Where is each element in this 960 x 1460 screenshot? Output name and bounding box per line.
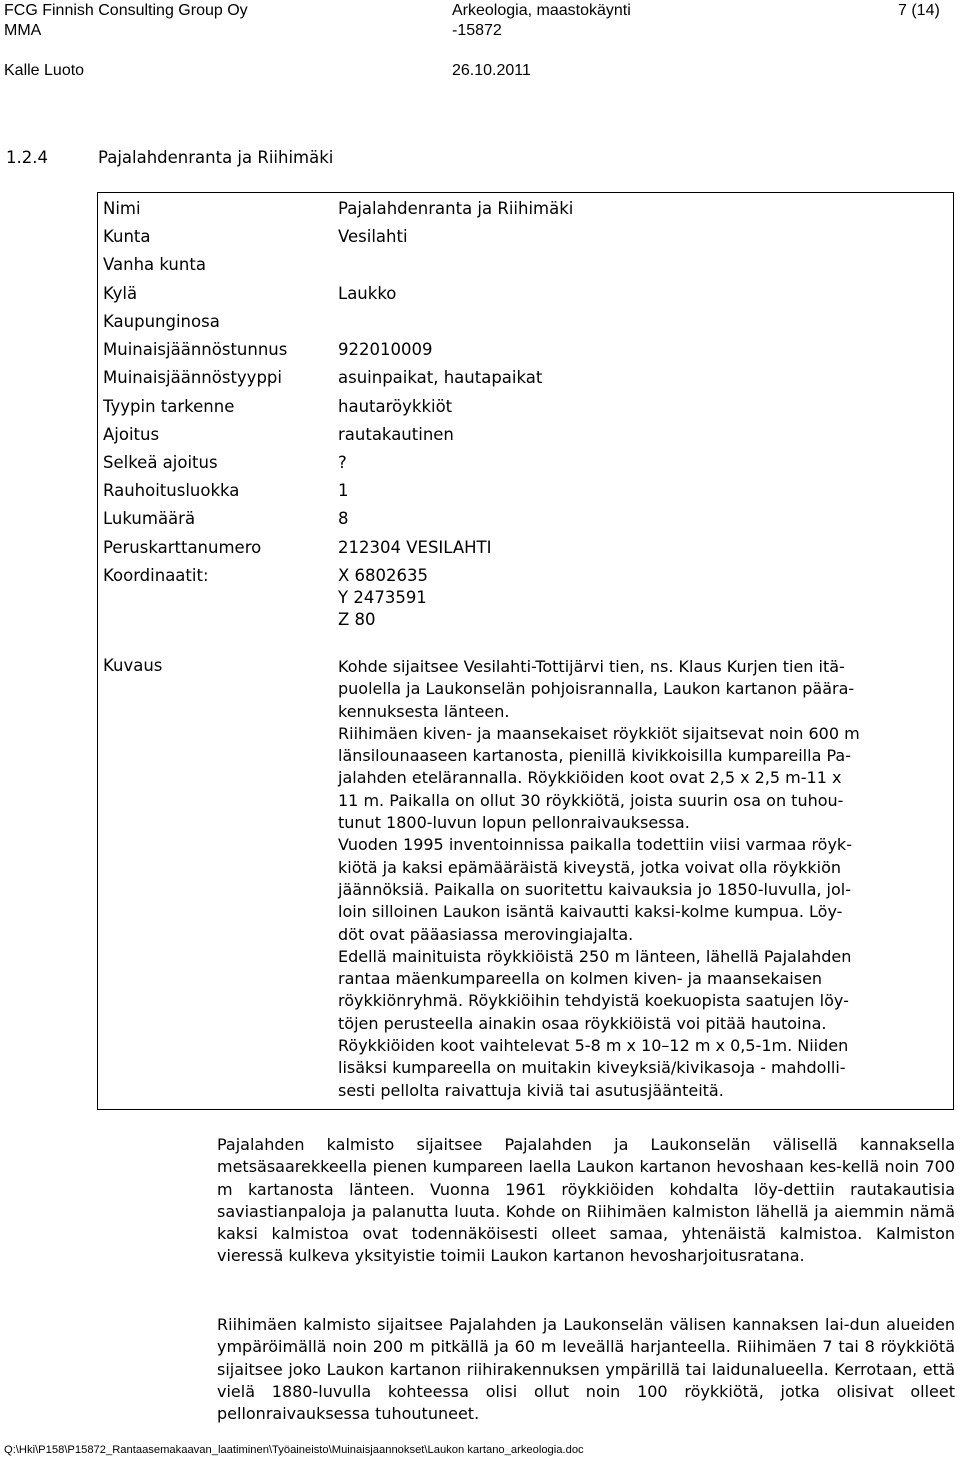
kuvaus-line: rantaa mäenkumpareella on kolmen kiven- ja maansekaisen	[338, 969, 823, 989]
kuvaus-line: 11 m. Paikalla on ollut 30 röykkiötä, joista suurin osa on tuhou-	[338, 790, 844, 810]
kuvaus-line: kiötä ja kaksi epämääräistä kiveystä, jotka voivat olla röykkiön	[338, 857, 842, 877]
header-page-number: 7 (14)	[898, 2, 940, 19]
kuvaus-line: loin silloinen Laukon isäntä kaivautti kaksi-kolme kumpua. Löy-	[338, 902, 843, 922]
value-koordinaatti-y: Y 2473591	[338, 588, 427, 607]
value-koordinaatti-x: X 6802635	[338, 566, 429, 585]
kuvaus-line: Röykkiöiden koot vaihtelevat 5-8 m x 10–12 m x 0,5-1m. Niiden	[338, 1036, 849, 1056]
label-lukumaara: Lukumäärä	[103, 509, 196, 528]
value-rauhoitusluokka: 1	[338, 481, 349, 500]
label-rauhoitusluokka: Rauhoitusluokka	[103, 481, 240, 500]
kuvaus-description	[338, 656, 954, 1102]
kuvaus-line: lisäksi kumpareella on muitakin kiveyksiä/kivikasoja - mahdolli-	[338, 1058, 846, 1078]
kuvaus-line: Kohde sijaitsee Vesilahti-Tottijärvi tien, ns. Klaus Kurjen tien itä-	[338, 657, 845, 676]
paragraph-riihimaen-kalmisto: Riihimäen kalmisto sijaitsee Pajalahden ja Laukonselän välisen kannaksen lai-dun alueiden ympäröimällä noin 200 m pitkällä ja 60 m leveällä harjanteella. Riihimäen 7 tai 8 röykkiötä sijaitsee joko Laukon kartanon riihirakennuksen ympärillä tai laidunalueella. Kerrotaan, että vielä 1880-luvulla kohteessa olisi ollut noin 100 röykkiötä, jotka olisivat olleet pellonraivauksessa tuhoutuneet.	[217, 1315, 955, 1424]
label-kuvaus: Kuvaus	[103, 656, 163, 675]
value-ajoitus: rautakautinen	[338, 425, 454, 444]
kuvaus-line: Vuoden 1995 inventoinnissa paikalla todettiin viisi varmaa röyk-	[338, 835, 852, 855]
section-number: 1.2.4	[6, 148, 48, 167]
label-kunta: Kunta	[103, 227, 151, 246]
label-kyla: Kylä	[103, 284, 138, 303]
section-heading	[6, 148, 333, 167]
label-kaupunginosa: Kaupunginosa	[103, 312, 220, 331]
value-kunta: Vesilahti	[338, 227, 408, 246]
header-title-line2: -15872	[452, 22, 502, 39]
label-tyypin-tarkenne: Tyypin tarkenne	[103, 397, 235, 416]
kuvaus-line: jäännöksiä. Paikalla on suoritettu kaivauksia jo 1850-luvulla, jol-	[338, 879, 852, 899]
kuvaus-line: röykkiönryhmä. Röykkiöihin tehdyistä koekuopista saatujen löy-	[338, 991, 849, 1011]
header-title-line1: Arkeologia, maastokäynti	[452, 2, 631, 19]
header-date: 26.10.2011	[452, 62, 531, 79]
kuvaus-line: döt ovat pääasiassa merovingiajalta.	[338, 924, 634, 944]
label-selkea-ajoitus: Selkeä ajoitus	[103, 453, 218, 472]
label-nimi: Nimi	[103, 199, 141, 218]
value-lukumaara: 8	[338, 509, 349, 528]
header-company: FCG Finnish Consulting Group Oy	[4, 2, 248, 19]
kuvaus-line: töjen perusteella ainakin osaa röykkiöistä voi pitää hautoina.	[338, 1013, 827, 1033]
kuvaus-line: tunut 1800-luvun lopun pellonraivauksessa.	[338, 813, 690, 833]
value-muinaisjaannostunnus: 922010009	[338, 340, 433, 359]
value-tyypin-tarkenne: hautaröykkiöt	[338, 397, 453, 416]
kuvaus-line: sesti pellolta raivattuja kiviä tai asutusjäänteitä.	[338, 1080, 724, 1100]
value-peruskarttanumero: 212304 VESILAHTI	[338, 538, 492, 557]
label-peruskarttanumero: Peruskarttanumero	[103, 538, 262, 557]
kuvaus-line: puolella ja Laukonselän pohjoisrannalla, Laukon kartanon päära-	[338, 679, 855, 699]
header-company-abbr: MMA	[4, 22, 42, 39]
footer-file-path: Q:\Hki\P158\P15872_Rantaasemakaavan_laatiminen\Työaineisto\Muinaisjaannokset\Laukon kartano_arkeologia.doc	[4, 1444, 584, 1456]
section-title: Pajalahdenranta ja Riihimäki	[98, 148, 334, 167]
kuvaus-line: länsilounaaseen kartanosta, pienillä kivikkoisilla kumpareilla Pa-	[338, 746, 851, 766]
header-author: Kalle Luoto	[4, 62, 85, 79]
kuvaus-line: Riihimäen kiven- ja maansekaiset röykkiöt sijaitsevat noin 600 m	[338, 723, 860, 743]
value-koordinaatti-z: Z 80	[338, 610, 376, 629]
kuvaus-line: jalahden etelärannalla. Röykkiöiden koot ovat 2,5 x 2,5 m-11 x	[338, 768, 842, 788]
paragraph-pajalahden-kalmisto: Pajalahden kalmisto sijaitsee Pajalahden ja Laukonselän välisellä kannaksella metsäsaarekkeella pienen kumpareen laella Laukon kartanon hevoshaan kes-kellä noin 700 m kartanosta länteen. Vuonna 1961 röykkiöiden kohdalta löy-dettiin rautakautisia saviastianpaloja ja palanutta luuta. Kohde on Riihimäen kalmiston lähellä ja aiemmin nämä kaksi kalmistoa ovat todennäköisesti olleet samaa, yhtenäistä kalmistoa. Kalmiston vieressä kulkeva yksityistie toimii Laukon kartanon hevosharjoitusratana.	[217, 1135, 955, 1266]
label-muinaisjaannostunnus: Muinaisjäännöstunnus	[103, 340, 288, 359]
kuvaus-line: kennuksesta länteen.	[338, 701, 510, 721]
label-ajoitus: Ajoitus	[103, 425, 160, 444]
value-muinaisjaannostyyppi: asuinpaikat, hautapaikat	[338, 368, 543, 387]
value-selkea-ajoitus: ?	[338, 453, 347, 472]
value-nimi: Pajalahdenranta ja Riihimäki	[338, 199, 574, 218]
label-vanha-kunta: Vanha kunta	[103, 255, 206, 274]
label-koordinaatit: Koordinaatit:	[103, 566, 209, 585]
kuvaus-line: Edellä mainituista röykkiöistä 250 m länteen, lähellä Pajalahden	[338, 946, 852, 966]
label-muinaisjaannostyyppi: Muinaisjäännöstyyppi	[103, 368, 282, 387]
value-kyla: Laukko	[338, 284, 397, 303]
